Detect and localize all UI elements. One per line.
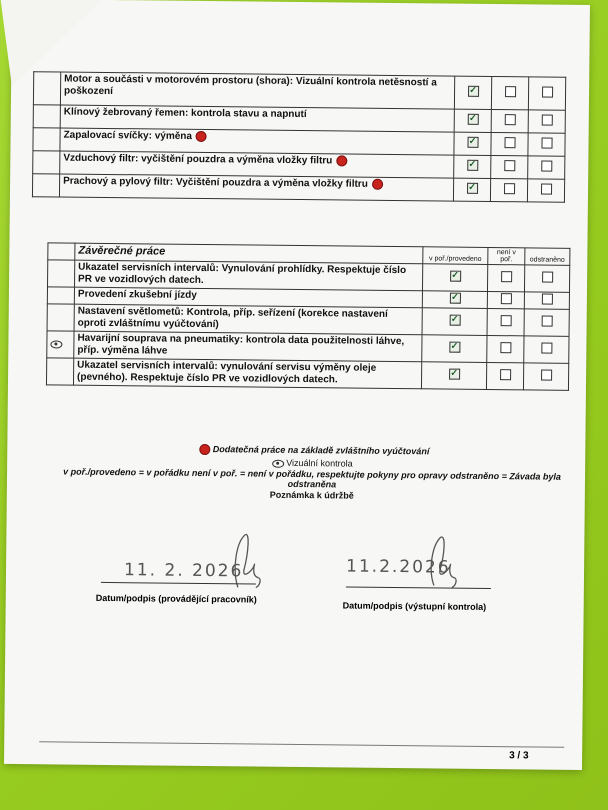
checkbox-empty[interactable] [500, 369, 511, 380]
signature-date-right: 11.2.2026 [345, 556, 451, 578]
checkbox-empty[interactable] [541, 138, 552, 149]
checkbox-empty[interactable] [542, 87, 553, 98]
col-not-ok-header: není v poř. [488, 247, 525, 264]
signature-label-left: Datum/podpis (provádějící pracovník) [95, 592, 257, 605]
checkbox-empty[interactable] [541, 161, 552, 172]
checkbox-empty[interactable] [500, 342, 511, 353]
checkbox-checked[interactable] [468, 86, 479, 97]
task-text: Motor a součásti v motorovém prostoru (shora): Vizuální kontrola netěsností a poškození [63, 73, 437, 98]
task-text: Klínový žebrovaný řemen: kontrola stavu a napnutí [63, 106, 307, 121]
checkbox-checked[interactable] [449, 315, 460, 326]
col-ok-header: v poř./provedeno [423, 247, 488, 265]
extra-work-dot-icon [372, 179, 383, 190]
task-text: Havarijní souprava na pneumatiky: kontrola data použitelnosti láhve, příp. výměna láhve [77, 332, 405, 357]
task-text: Ukazatel servisních intervalů: vynulování servisu výměny oleje (pevného). Respektuje číslo PR ve vozidlových datech. [77, 359, 377, 386]
checkbox-empty[interactable] [541, 343, 552, 354]
checkbox-empty[interactable] [541, 294, 552, 305]
signature-line-left [101, 582, 256, 585]
signature-mark-right [424, 533, 465, 591]
extra-work-dot-icon [336, 155, 347, 166]
checkbox-empty[interactable] [500, 293, 511, 304]
checkbox-empty[interactable] [540, 184, 551, 195]
eye-icon [50, 340, 62, 348]
checkbox-empty[interactable] [504, 137, 515, 148]
legend-visual: Vizuální kontrola [47, 455, 577, 471]
eye-icon [272, 459, 284, 467]
maintenance-table [32, 71, 566, 203]
checkbox-checked[interactable] [467, 137, 478, 148]
document-page [4, 0, 590, 770]
signature-date-left: 11. 2. 2026 [123, 560, 244, 582]
checkbox-checked[interactable] [449, 369, 460, 380]
extra-work-dot-icon [199, 444, 210, 455]
checkbox-empty[interactable] [542, 272, 553, 283]
checkbox-empty[interactable] [504, 160, 515, 171]
checkbox-checked[interactable] [467, 114, 478, 125]
checkbox-checked[interactable] [450, 271, 461, 282]
page-number: 3 / 3 [509, 750, 529, 762]
task-text: Ukazatel servisních intervalů: Vynulování prohlídky. Respektuje číslo PR ve vozidlových datech. [78, 261, 407, 286]
table-row [32, 174, 564, 203]
signature-line-right [346, 587, 491, 590]
extra-work-dot-icon [196, 131, 207, 142]
checkbox-empty[interactable] [541, 316, 552, 327]
checkbox-empty[interactable] [541, 115, 552, 126]
task-text: Vzduchový filtr: vyčištění pouzdra a výměna vložky filtru [63, 152, 333, 167]
checkbox-empty[interactable] [541, 370, 552, 381]
table-row [46, 358, 568, 390]
checkbox-checked[interactable] [467, 183, 478, 194]
legend-extra-work: Dodatečná práce na základě zvláštního vyúčtování [47, 442, 577, 459]
signature-label-right: Datum/podpis (výstupní kontrola) [342, 600, 487, 612]
task-text: Nastavení světlometů: Kontrola, příp. seřízení (korekce nastavení oproti zvláštnímu vyúčtování) [77, 305, 388, 331]
final-work-table [46, 242, 570, 390]
checkbox-checked[interactable] [449, 342, 460, 353]
col-removed-header: odstraněno [525, 248, 570, 265]
signature-mark-left [226, 529, 267, 591]
table-row [33, 72, 565, 111]
checkbox-checked[interactable] [467, 160, 478, 171]
checkbox-checked[interactable] [449, 293, 460, 304]
checkbox-empty[interactable] [503, 183, 514, 194]
task-text: Prachový a pylový filtr: Vyčištění pouzdra a výměna vložky filtru [63, 175, 368, 190]
footer-line [39, 741, 564, 747]
checkbox-empty[interactable] [500, 315, 511, 326]
checkbox-empty[interactable] [504, 114, 515, 125]
task-text: Provedení zkušební jízdy [77, 288, 197, 301]
checkbox-empty[interactable] [505, 86, 516, 97]
legend-explanation: v poř./provedeno = v pořádku není v poř. = není v pořádku, respektujte pokyny pro opravy odstraněno = Závada byla odstraněna [63, 466, 562, 490]
maintenance-note: Poznámka k údržbě [269, 489, 354, 501]
final-work-title: Závěrečné práce [75, 243, 423, 264]
checkbox-empty[interactable] [501, 271, 512, 282]
task-text: Zapalovací svíčky: výměna [63, 129, 193, 143]
